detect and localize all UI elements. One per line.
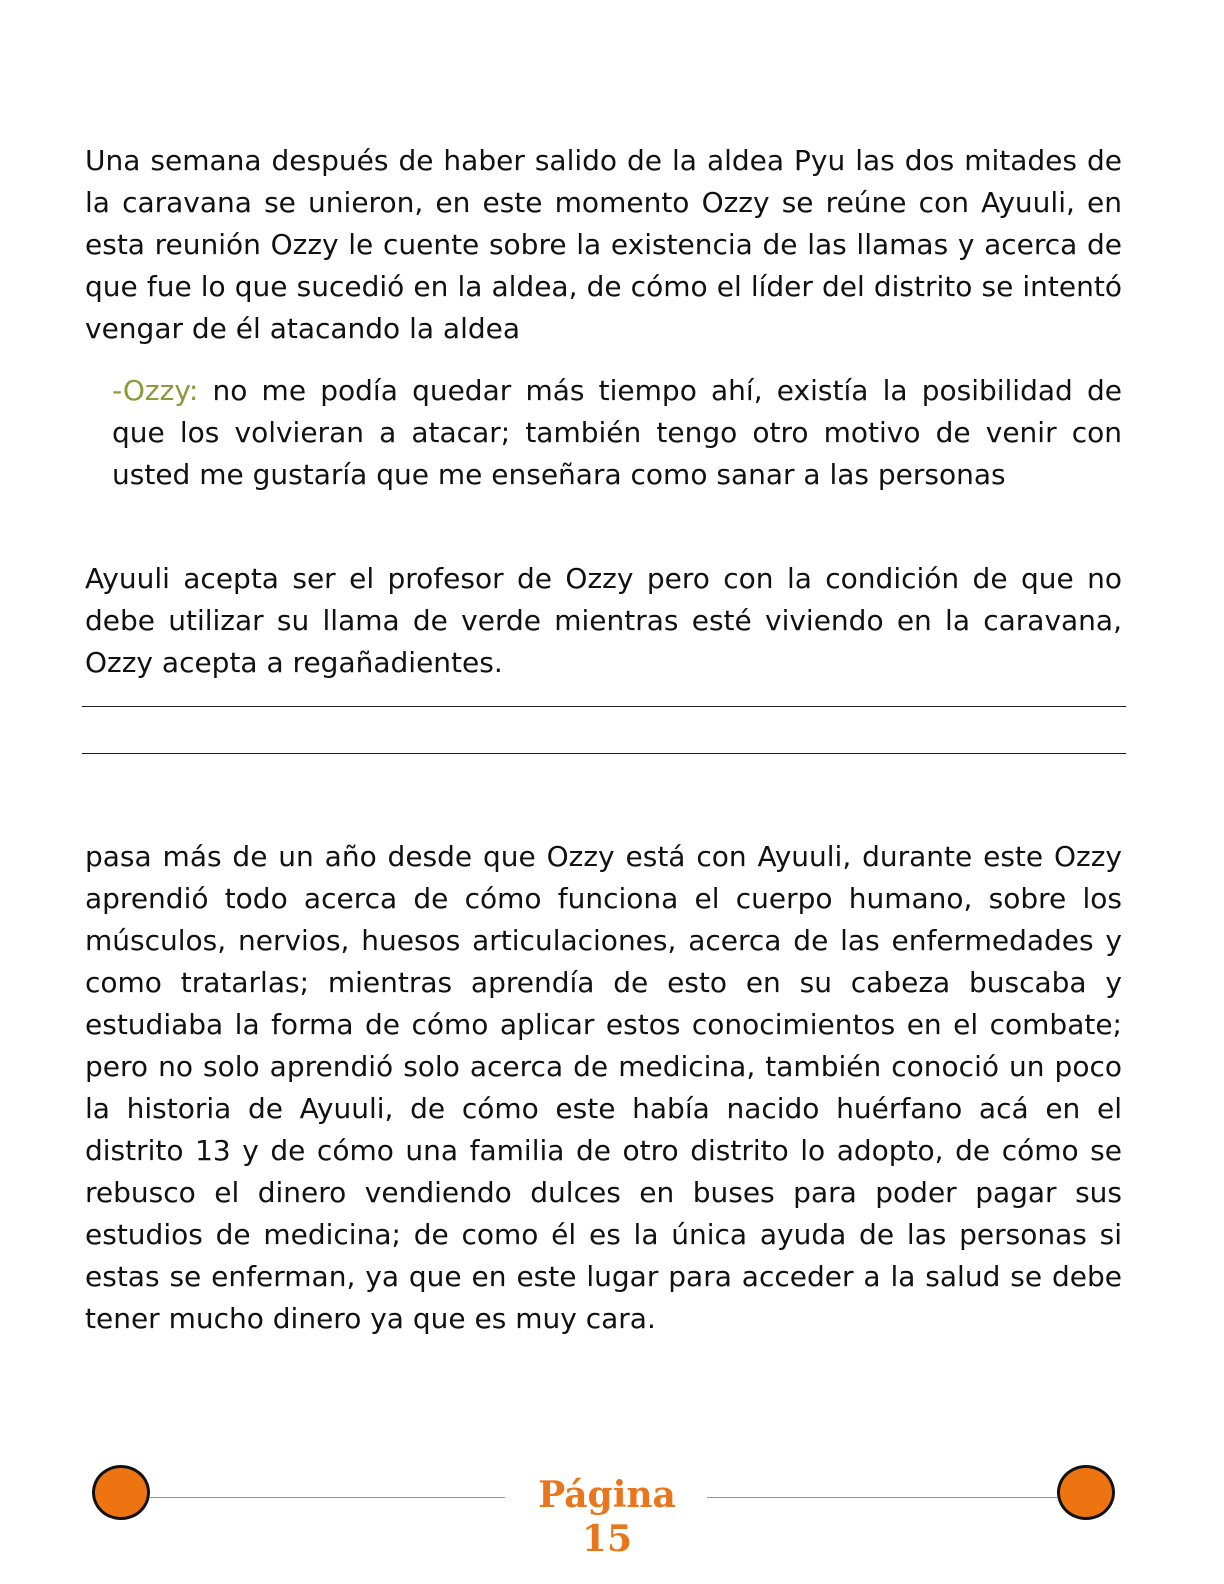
footer-circle-left-icon <box>92 1465 150 1520</box>
footer-circle-right-icon <box>1057 1465 1115 1520</box>
writing-line-1 <box>82 706 1126 707</box>
writing-line-2 <box>82 753 1126 754</box>
paragraph-3: pasa más de un año desde que Ozzy está con Ayuuli, durante este Ozzy aprendió todo acerca de cómo funciona el cuerpo humano, sobre los músculos, nervios, huesos articulaciones, acerca de las enfermedades y como tratarlas; mientras aprendía de esto en su cabeza buscaba y estudiaba la forma de cómo aplicar estos conocimientos en el combate; pero no solo aprendió solo acerca de medicina, también conoció un poco la historia de Ayuuli, de cómo este había nacido huérfano acá en el distrito 13 y de cómo una familia de otro distrito lo adopto, de cómo se rebusco el dinero vendiendo dulces en buses para poder pagar sus estudios de medicina; de como él es la única ayuda de las personas si estas se enferman, ya que en este lugar para acceder a la salud se debe tener mucho dinero ya que es muy cara. <box>85 840 1122 1335</box>
paragraph-1: Una semana después de haber salido de la aldea Pyu las dos mitades de la caravana se unieron, en este momento Ozzy se reúne con Ayuuli, en esta reunión Ozzy le cuente sobre la existencia de las llamas y acerca de que fue lo que sucedió en la aldea, de cómo el líder del distrito se intentó vengar de él atacando la aldea <box>85 144 1122 345</box>
footer-line-right <box>707 1497 1057 1498</box>
paragraph-2: Ayuuli acepta ser el profesor de Ozzy pero con la condición de que no debe utilizar su llama de verde mientras esté viviendo en la caravana, Ozzy acepta a regañadientes. <box>85 562 1122 679</box>
dialogue-speaker: -Ozzy: <box>112 374 199 407</box>
dialogue-paragraph <box>112 370 1122 496</box>
page-label: Página <box>538 1474 676 1516</box>
footer-line-left <box>150 1497 505 1498</box>
dialogue-text: no me podía quedar más tiempo ahí, existía la posibilidad de que los volvieran a atacar; también tengo otro motivo de venir con usted me gustaría que me enseñara como sanar a las personas <box>112 374 1122 491</box>
page-number: 15 <box>581 1518 633 1560</box>
